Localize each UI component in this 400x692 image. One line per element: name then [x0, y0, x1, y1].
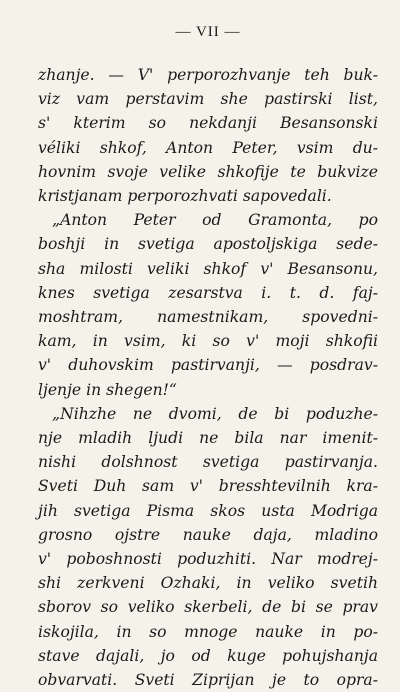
text-line: kristjanam perporozhvati sapovedali.	[38, 187, 332, 206]
text-line: stave dajali, jo od kuge pohujshanja	[38, 646, 378, 665]
text-line: moshtram, namestnikam, spovedni-	[38, 308, 378, 327]
text-line: nje mladih ljudi ne bila nar imenit-	[38, 429, 378, 448]
text-line: „Nihzhe ne dvomi, de bi poduzhe-	[52, 404, 378, 423]
text-line: zhanje. — V' perporozhvanje teh buk-	[38, 66, 378, 84]
text-line: boshji in svetiga apostoljskiga sede-	[38, 235, 378, 254]
text-line: véliki shkof, Anton Peter, vsim du-	[38, 138, 378, 157]
text-line: nishi dolshnost svetiga pastirvanja.	[38, 453, 378, 472]
text-line: s' kterim so nekdanji Besansonski	[38, 114, 378, 133]
body-text	[38, 63, 378, 692]
text-line: viz vam perstavim she pastirski list,	[38, 90, 378, 109]
text-line: shi zerkveni Ozhaki, in veliko svetih	[38, 574, 378, 593]
text-line: grosno ojstre nauke daja, mladino	[38, 525, 378, 544]
text-line: hovnim svoje velike shkofije te bukvize	[38, 162, 378, 181]
text-line: sborov so veliko skerbeli, de bi se prav	[38, 598, 378, 617]
text-line: Sveti Duh sam v' bresshtevilnih kra-	[38, 477, 378, 496]
page-number: — VII —	[175, 24, 241, 40]
text-line: knes svetiga zesarstva i. t. d. faj-	[38, 283, 378, 302]
text-line: „Anton Peter od Gramonta, po	[52, 211, 378, 230]
text-line: v' duhovskim pastirvanji, — posdrav-	[38, 356, 378, 375]
text-line: sha milosti veliki shkof v' Besansonu,	[38, 259, 378, 278]
text-line: obvarvati. Sveti Ziprijan je to opra-	[38, 671, 378, 690]
text-line: ljenje in shegen!“	[38, 380, 177, 399]
text-line: iskojila, in so mnoge nauke in po-	[38, 622, 378, 641]
text-line: kam, in vsim, ki so v' moji shkofii	[38, 332, 378, 351]
text-line: v' poboshnosti poduzhiti. Nar modrej-	[38, 550, 378, 569]
text-line: jih svetiga Pisma skos usta Modriga	[38, 501, 378, 520]
